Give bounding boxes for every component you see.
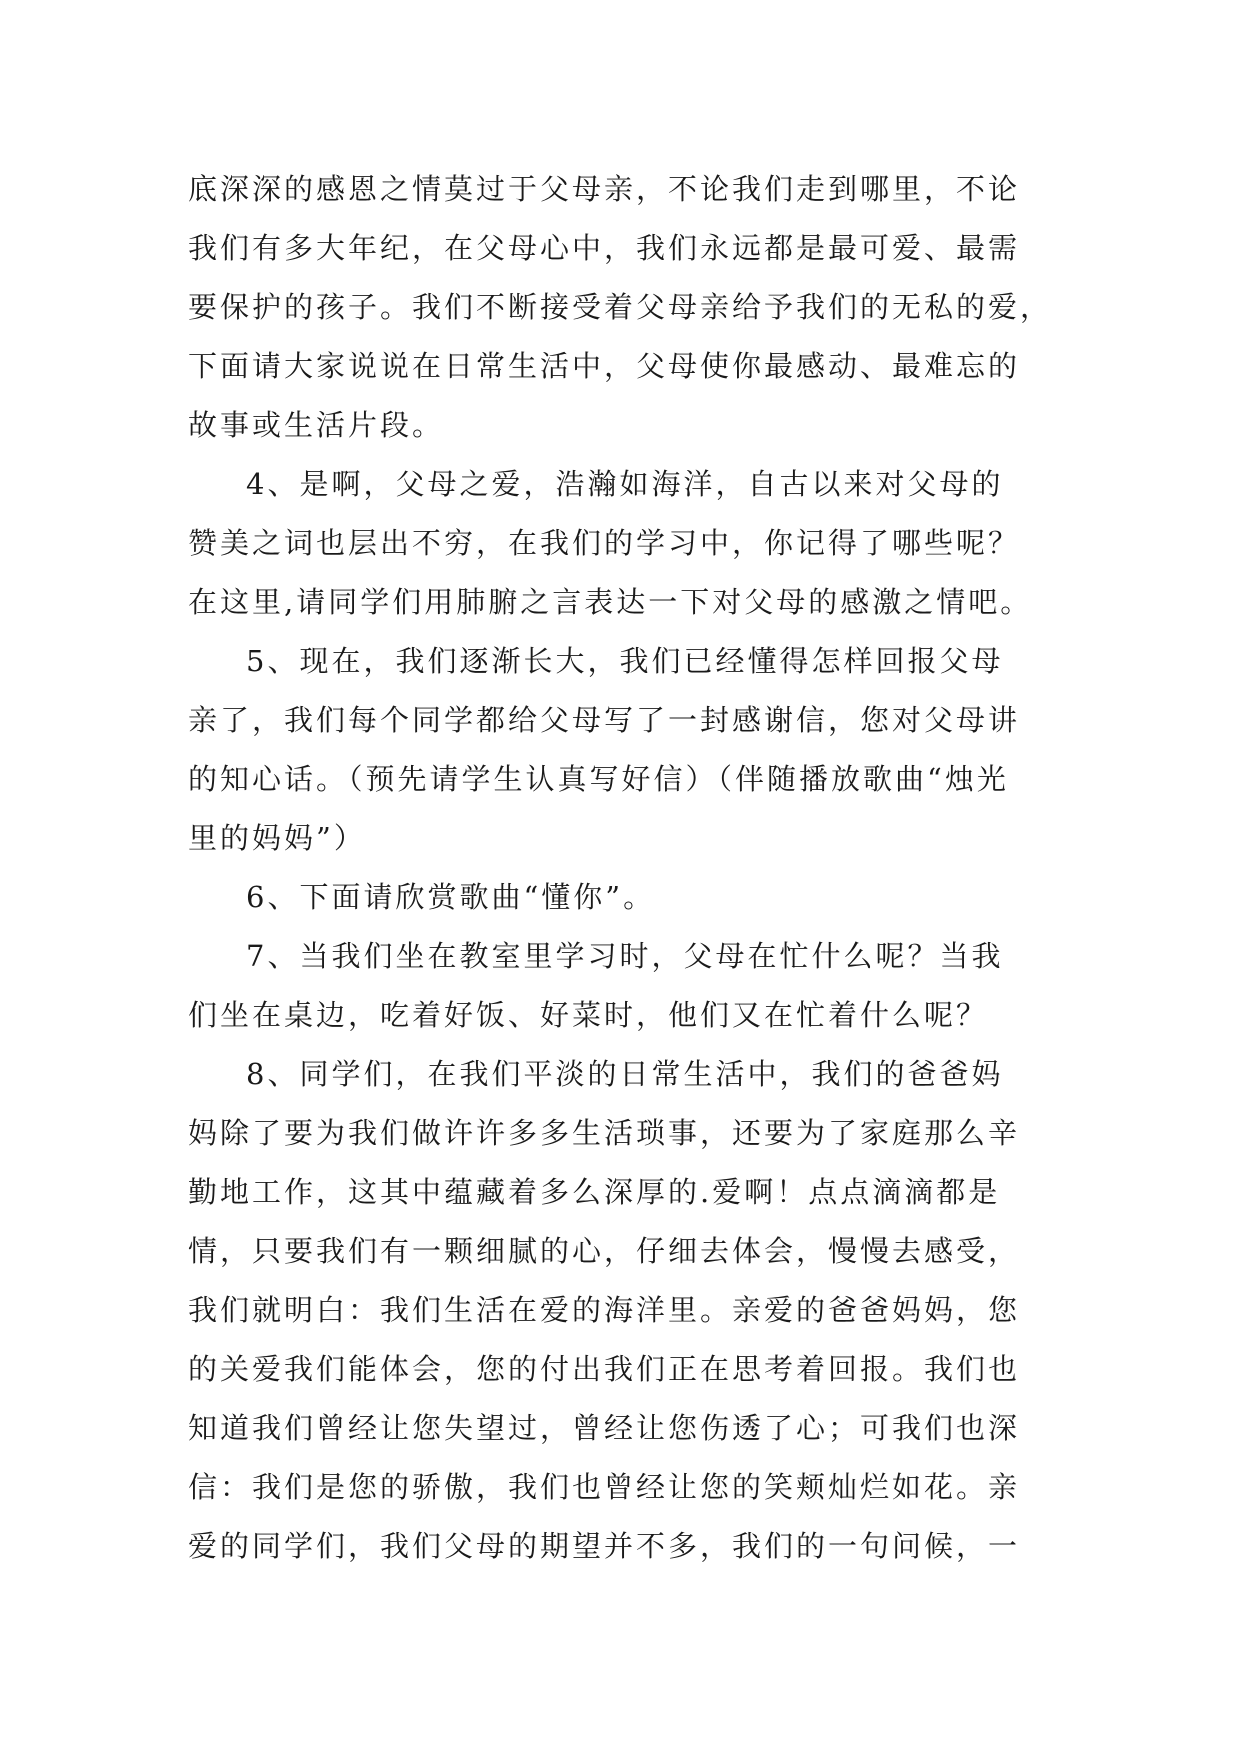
text-line: 7、当我们坐在教室里学习时，父母在忙什么呢？当我 xyxy=(246,939,1004,973)
text-line: 5、现在，我们逐渐长大，我们已经懂得怎样回报父母 xyxy=(246,644,1004,678)
text-line: 亲了，我们每个同学都给父母写了一封感谢信，您对父母讲 xyxy=(188,703,1021,737)
text-line: 8、同学们，在我们平淡的日常生活中，我们的爸爸妈 xyxy=(246,1057,1004,1091)
text-line: 们坐在桌边，吃着好饭、好菜时，他们又在忙着什么呢？ xyxy=(188,998,989,1032)
document-body xyxy=(188,160,1058,1576)
text-line: 6、下面请欣赏歌曲“懂你”。 xyxy=(246,880,656,914)
text-line: 赞美之词也层出不穷，在我们的学习中，你记得了哪些呢？ xyxy=(188,526,1021,560)
text-line: 我们有多大年纪，在父母心中，我们永远都是最可爱、最需 xyxy=(188,231,1021,265)
text-line: 我们就明白：我们生活在爱的海洋里。亲爱的爸爸妈妈，您 xyxy=(188,1293,1021,1327)
text-line: 妈除了要为我们做许许多多生活琐事，还要为了家庭那么辛 xyxy=(188,1116,1021,1150)
text-line: 勤地工作，这其中蕴藏着多么深厚的.爱啊！点点滴滴都是 xyxy=(188,1175,1001,1209)
text-line: 的关爱我们能体会，您的付出我们正在思考着回报。我们也 xyxy=(188,1352,1021,1386)
text-line: 要保护的孩子。我们不断接受着父母亲给予我们的无私的爱， xyxy=(188,290,1053,324)
text-line: 情，只要我们有一颗细腻的心，仔细去体会，慢慢去感受， xyxy=(188,1234,1021,1268)
text-line: 的知心话。（预先请学生认真写好信）（伴随播放歌曲“烛光 xyxy=(188,762,1009,796)
text-line: 底深深的感恩之情莫过于父母亲，不论我们走到哪里，不论 xyxy=(188,172,1021,206)
text-line: 4、是啊，父母之爱，浩瀚如海洋，自古以来对父母的 xyxy=(246,467,1004,501)
text-line: 爱的同学们，我们父母的期望并不多，我们的一句问候，一 xyxy=(188,1529,1021,1563)
text-line: 里的妈妈”） xyxy=(188,821,366,855)
text-line: 信：我们是您的骄傲，我们也曾经让您的笑颊灿烂如花。亲 xyxy=(188,1470,1021,1504)
text-line: 故事或生活片段。 xyxy=(188,408,445,442)
text-line: 在这里,请同学们用肺腑之言表达一下对父母的感激之情吧。 xyxy=(188,585,1033,619)
text-line: 下面请大家说说在日常生活中，父母使你最感动、最难忘的 xyxy=(188,349,1021,383)
text-line: 知道我们曾经让您失望过，曾经让您伤透了心；可我们也深 xyxy=(188,1411,1021,1445)
